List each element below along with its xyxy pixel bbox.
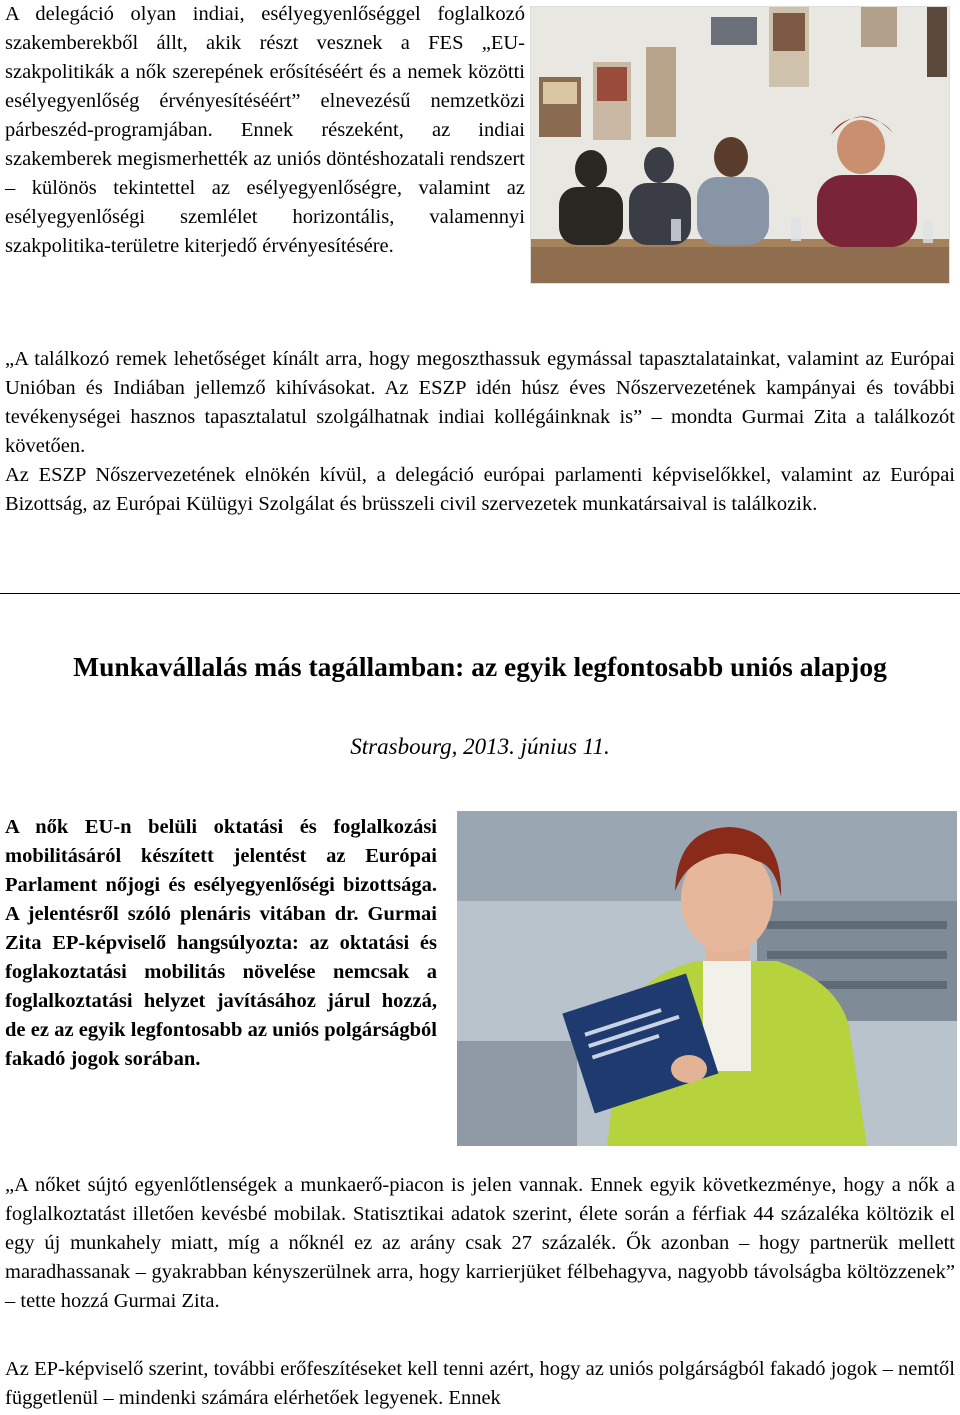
article-headline: Munkavállalás más tagállamban: az egyik legfontosabb uniós alapjog (73, 651, 887, 682)
quote-paragraph: „A találkozó remek lehetőséget kínált arra, hogy megoszthassuk egymással tapasztalatainkat, valamint az Európai Unióban és Indiában jellemző kihívásokat. Az ESZP idén húsz éves Nőszervezetének kampányai és további tevékenységei hasznos tapasztalatul szolgálhatnak indiai kollégáinknak is” – mondta Gurmai Zita a találkozót követően. (5, 348, 955, 457)
section-divider (0, 593, 960, 594)
closing-paragraph: Az ESZP Nőszervezetének elnökén kívül, a delegáció európai parlamenti képviselőkkel, valamint az Európai Bizottság, az Európai Külügyi Szolgálat és brüsszeli civil szervezetek munkatársaival is találkozik. (5, 464, 955, 515)
quote-paragraph-2: „A nőket sújtó egyenlőtlenségek a munkaerő-piacon is jelen vannak. Ennek egyik következménye, hogy a nők a foglalkoztatást illetően kevésbé mobilak. Statisztikai adatok szerint, élete során a férfiak 44 százaléka költözik el egy új munkahely miatt, míg a nőknél ez az arány csak 27 százalék. Ők azonban – hogy partnerük mellett maradhassanak – gyakrabban kényszerülnek arra, hogy karrierjüket félbehagyva, nagyobb távolságba költözzenek” – tette hozzá Gurmai Zita. (5, 1174, 955, 1312)
dateline: Strasbourg, 2013. június 11. (350, 734, 610, 759)
intro-paragraph: A delegáció olyan indiai, esélyegyenlőséggel foglalkozó szakemberekből állt, akik részt vesznek a FES „EU-szakpolitikák a nők szerepének erősítéséért és a nemek közötti esélyegyenlőség érvényesítéséért” elnevezésű nemzetközi párbeszéd-programjában. Ennek részeként, az indiai szakemberek megismerhették az uniós döntéshozatali rendszert – különös tekintettel az esélyegyenlőségre, valamint az esélyegyenlőségi szemlélet horizontális, valamennyi szakpolitika-területre kiterjedő érvényesítésére. (5, 3, 525, 257)
continuation-paragraph: Az EP-képviselő szerint, további erőfeszítéseket kell tenni azért, hogy az uniós polgárságból fakadó jogok – nemtől függetlenül – mindenki számára elérhetőek legyenek. Ennek (5, 1358, 955, 1409)
meeting-photo (530, 6, 950, 284)
speaker-photo (457, 811, 957, 1146)
lead-paragraph: A nők EU-n belüli oktatási és foglalkozási mobilitásáról készített jelentést az Európai Parlament nőjogi és esélyegyenlőségi bizottsága. A jelentésről szóló plenáris vitában dr. Gurmai Zita EP-képviselő hangsúlyozta: az oktatási és foglakoztatási mobilitás növelése nemcsak a foglalkoztatási helyzet javításához járul hozzá, de ez az egyik legfontosabb az uniós polgárságból fakadó jogok sorában. (5, 816, 437, 1070)
